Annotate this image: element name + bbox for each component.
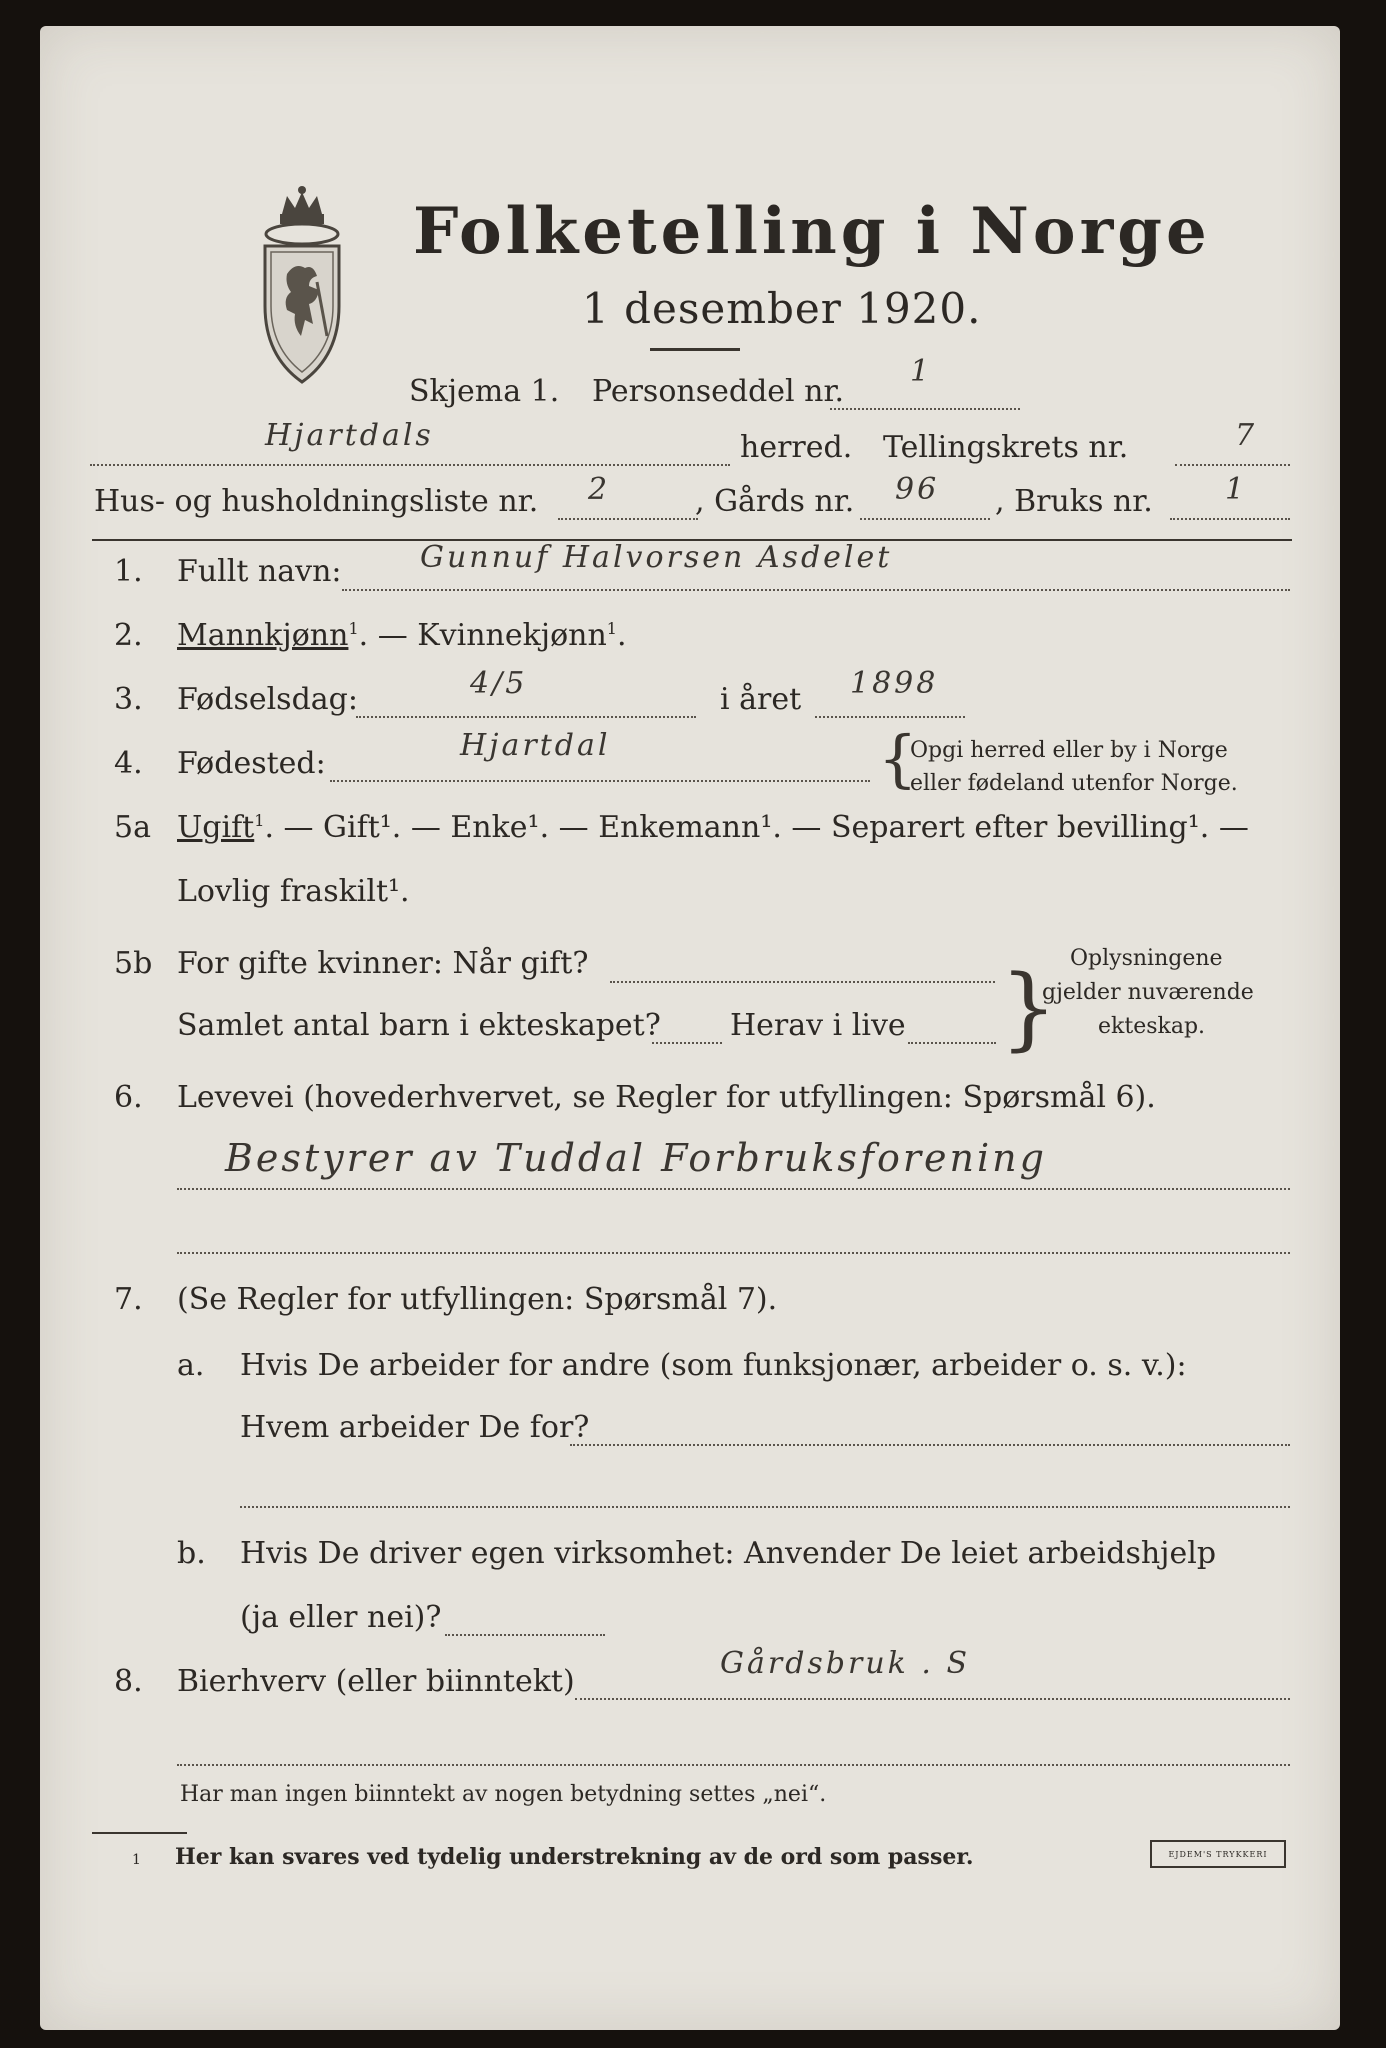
bruks-label: , Bruks nr. [995, 484, 1153, 519]
tellingskrets-label: Tellingskrets nr. [883, 430, 1129, 465]
q6-line-2 [177, 1252, 1290, 1254]
q4-note-1: Opgi herred eller by i Norge [910, 738, 1228, 763]
birthplace-value[interactable]: Hjartdal [460, 728, 611, 763]
footnote-mark: 1 [132, 1852, 141, 1868]
gards-label: , Gårds nr. [695, 484, 855, 519]
q7a-label-1: Hvis De arbeider for andre (som funksjonær, arbeider o. s. v.): [240, 1348, 1187, 1383]
q1-label: Fullt navn: [177, 554, 342, 589]
bruks-value[interactable]: 1 [1225, 472, 1248, 507]
herred-label: herred. [740, 430, 853, 465]
q4-number: 4. [114, 746, 143, 781]
herred-value[interactable]: Hjartdals [265, 418, 434, 453]
gards-line [860, 518, 990, 520]
skjema-label: Skjema 1. [409, 374, 560, 409]
q5b-married-line [610, 981, 995, 983]
q7b-label-2: (ja eller nei)? [240, 1600, 442, 1635]
q7b-letter: b. [177, 1536, 206, 1571]
q2-sex-options: Mannkjønn$^1$. — Kvinnekjønn$^1$. [177, 618, 627, 653]
q2-number: 2. [114, 618, 143, 653]
q8-note: Har man ingen biinntekt av nogen betydning settes „nei“. [180, 1782, 827, 1807]
q2-end: . [616, 618, 627, 653]
census-form-page [40, 26, 1340, 2030]
footnote-text: Her kan svares ved tydelig understrekning av de ord som passer. [175, 1844, 974, 1870]
norwegian-coat-of-arms-icon [247, 186, 357, 386]
q5b-children-line [652, 1042, 722, 1044]
tellingskrets-value[interactable]: 7 [1235, 418, 1258, 453]
q6-label: Levevei (hovederhvervet, se Regler for utfyllingen: Spørsmål 6). [177, 1080, 1156, 1115]
title-divider [650, 348, 740, 351]
q4-note-2: eller fødeland utenfor Norge. [910, 771, 1238, 796]
q7-number: 7. [114, 1282, 143, 1317]
census-date: 1 desember 1920. [582, 284, 982, 333]
q8-line-2 [177, 1764, 1290, 1766]
q7b-label-1: Hvis De driver egen virksomhet: Anvender De leiet arbeidshjelp [240, 1536, 1217, 1571]
q5a-other-options[interactable]: . — Gift¹. — Enke¹. — Enkemann¹. — Separert efter bevilling¹. — [264, 810, 1249, 845]
gards-value[interactable]: 96 [895, 472, 940, 507]
personseddel-label: Personseddel nr. [592, 374, 845, 409]
q7a-line-1 [570, 1444, 1290, 1446]
q4-label: Fødested: [177, 746, 326, 781]
q6-number: 6. [114, 1080, 143, 1115]
q5b-note-3: ekteskap. [1098, 1014, 1206, 1039]
personseddel-line [830, 408, 1020, 410]
q5b-label-3: Herav i live [730, 1008, 906, 1043]
q7a-line-2 [240, 1506, 1290, 1508]
q5b-note-1: Oplysningene [1070, 946, 1223, 971]
q7a-label-2: Hvem arbeider De for? [240, 1410, 590, 1445]
personseddel-value[interactable]: 1 [910, 354, 933, 389]
q1-line [342, 589, 1290, 591]
side-income-value[interactable]: Gårdsbruk . S [720, 1646, 970, 1681]
herred-line [90, 464, 730, 466]
q5b-note-2: gjelder nuværende [1042, 980, 1254, 1005]
q3-year-line [815, 716, 965, 718]
q2-kvinne-option[interactable]: Kvinnekjønn [417, 618, 607, 653]
bruks-line [1170, 518, 1290, 520]
tellingskrets-line [1175, 464, 1290, 466]
q5a-line2[interactable]: Lovlig fraskilt¹. [177, 874, 410, 909]
footnote-divider [92, 1832, 187, 1834]
q6-line-1 [177, 1188, 1290, 1190]
q8-line-1 [575, 1698, 1290, 1700]
q3-number: 3. [114, 682, 143, 717]
printer-stamp-text: EJDEM'S TRYKKERI [1168, 1849, 1268, 1859]
q5b-alive-line [908, 1042, 996, 1044]
q5a-ugift-option[interactable]: Ugift [177, 810, 255, 845]
q1-number: 1. [114, 554, 143, 589]
q8-label: Bierhverv (eller biinntekt) [177, 1664, 575, 1699]
birth-year-value[interactable]: 1898 [850, 666, 939, 701]
q7a-letter: a. [177, 1348, 205, 1383]
q8-number: 8. [114, 1664, 143, 1699]
birthday-value[interactable]: 4/5 [470, 666, 528, 701]
q3-line [356, 716, 696, 718]
q7b-line [445, 1634, 605, 1636]
husliste-value[interactable]: 2 [588, 472, 611, 507]
q7-label: (Se Regler for utfyllingen: Spørsmål 7). [177, 1282, 778, 1317]
husliste-line [558, 518, 698, 520]
q5b-number: 5b [114, 946, 153, 981]
full-name-value[interactable]: Gunnuf Halvorsen Asdelet [420, 540, 893, 575]
q3-year-label: i året [720, 682, 802, 717]
q5a-marital-options: Ugift$^1$. — Gift¹. — Enke¹. — Enkemann¹. — Separert efter bevilling¹. — [177, 810, 1249, 845]
q5b-label-1: For gifte kvinner: Når gift? [177, 946, 589, 981]
q2-separator: . — [358, 618, 418, 653]
husliste-label: Hus- og husholdningsliste nr. [94, 484, 539, 519]
q5b-brace: } [1000, 956, 1058, 1061]
q2-mann-option[interactable]: Mannkjønn [177, 618, 349, 653]
q5a-number: 5a [114, 810, 151, 845]
q5b-label-2: Samlet antal barn i ekteskapet? [177, 1008, 661, 1043]
form-title: Folketelling i Norge [413, 194, 1211, 269]
printer-stamp [1150, 1840, 1286, 1868]
occupation-value[interactable]: Bestyrer av Tuddal Forbruksforening [225, 1136, 1047, 1180]
q4-line [330, 780, 870, 782]
q4-brace: { [878, 722, 918, 795]
q3-label: Fødselsdag: [177, 682, 358, 717]
